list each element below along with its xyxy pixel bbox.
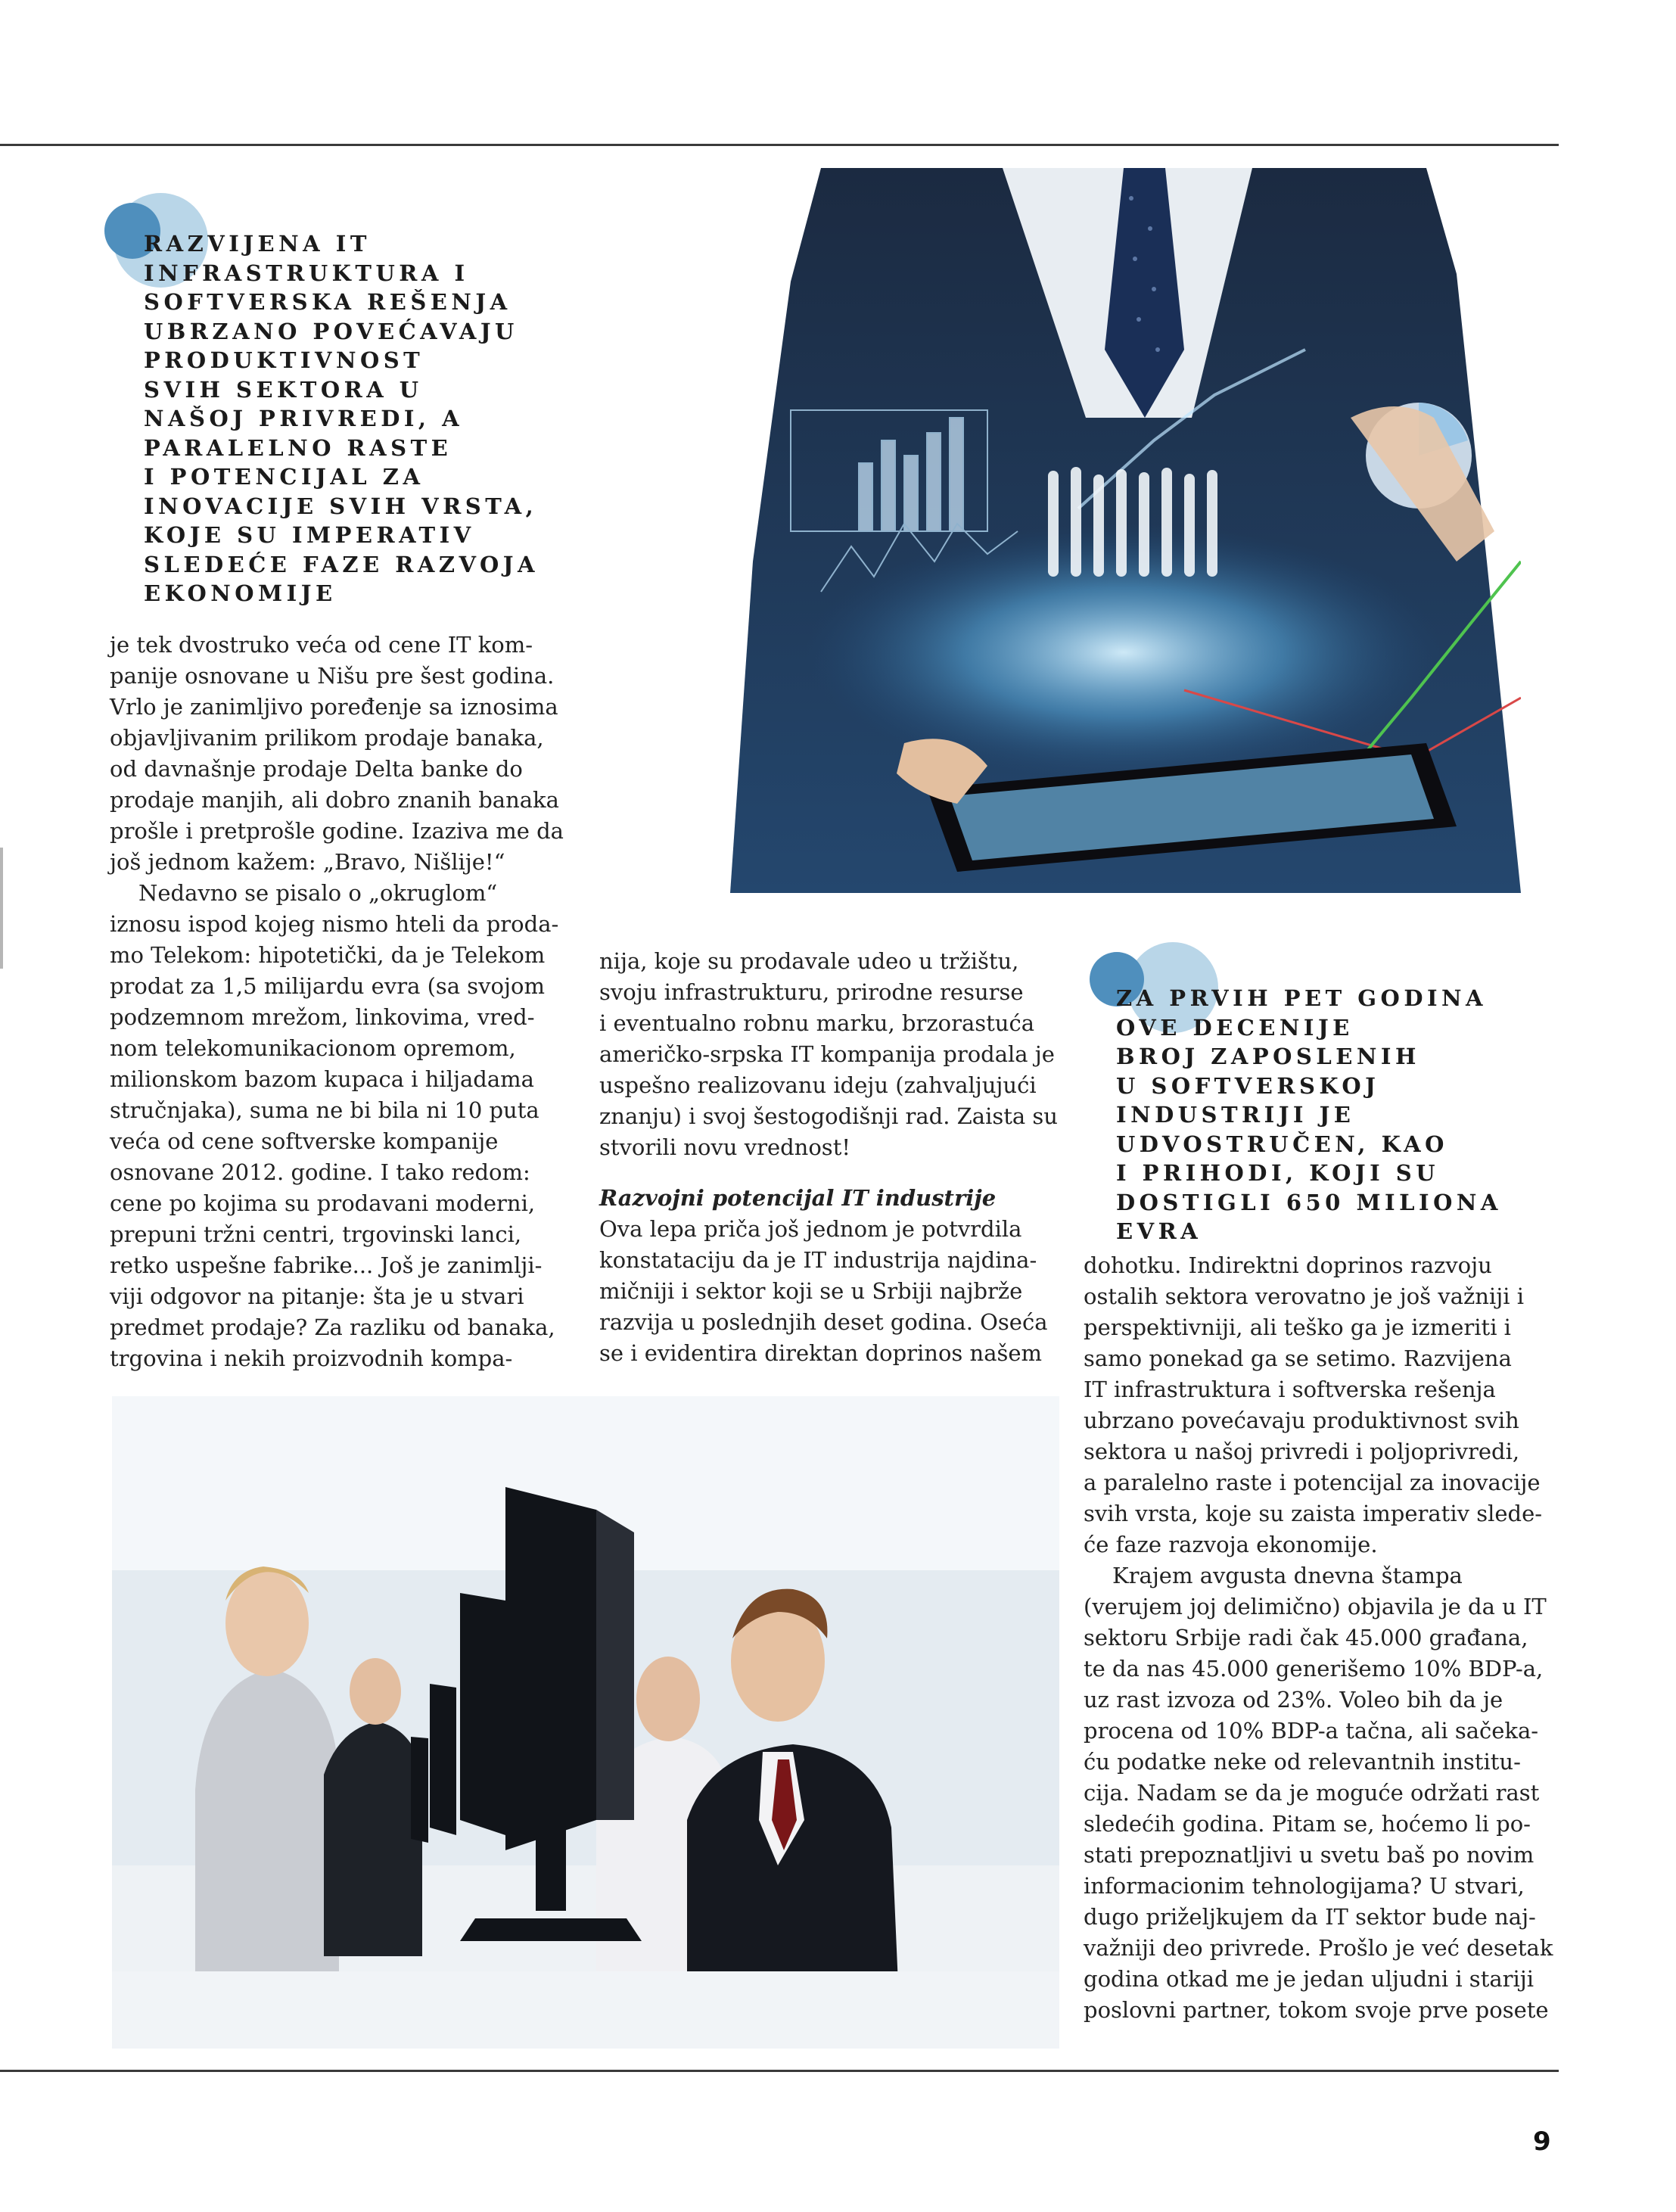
text-line: od davnašnje prodaje Delta banke do (110, 756, 523, 782)
pullquote-line: PRODUKTIVNOST (144, 347, 424, 373)
text-line: prošle i pretprošle godine. Izaziva me da (110, 818, 564, 844)
section-subheading: Razvojni potencijal IT industrije (599, 1185, 997, 1211)
text-line: milionskom bazom kupaca i hiljadama (110, 1066, 534, 1092)
text-line: iznosu ispod kojeg nismo hteli da proda- (110, 911, 559, 937)
pullquote-line: I PRIHODI, KOJI SU (1116, 1160, 1440, 1186)
pullquote-line: UBRZANO POVEĆAVAJU (144, 318, 518, 344)
pullquote-line: UDVOSTRUČEN, KAO (1116, 1131, 1448, 1157)
text-line: procena od 10% BDP-a tačna, ali sačeka- (1084, 1718, 1539, 1744)
text-line: objavljivanim prilikom prodaje banaka, (110, 725, 544, 751)
pullquote-line: I POTENCIJAL ZA (144, 464, 424, 490)
text-line: (verujem joj delimično) objavila je da u IT (1084, 1594, 1547, 1619)
text-line: svih vrsta, koje su zaista imperativ slede- (1084, 1501, 1543, 1526)
text-line: a paralelno raste i potencijal za inovacije (1084, 1470, 1541, 1495)
text-line: znanju) i svoj šestogodišnji rad. Zaista su (599, 1103, 1058, 1129)
text-line: važniji deo privrede. Prošlo je već desetak (1084, 1935, 1553, 1961)
article-column-3 (1084, 1250, 1553, 2026)
text-line: Krajem avgusta dnevna štampa (1112, 1563, 1463, 1588)
text-line: prodat za 1,5 milijardu evra (sa svojom (110, 973, 545, 999)
text-line: sektora u našoj privredi i poljoprivredi, (1084, 1439, 1520, 1464)
text-line: Ova lepa priča još jednom je potvrdila (599, 1216, 1022, 1242)
article-column-1 (110, 630, 564, 1374)
text-line: stati prepoznatljivi u svetu baš po novim (1084, 1842, 1535, 1868)
text-line: perspektivniji, ali teško ga je izmeriti i (1084, 1314, 1511, 1340)
text-line: ću podatke neke od relevantnih institu- (1084, 1749, 1521, 1775)
pullquote-line: INDUSTRIJI JE (1116, 1102, 1355, 1128)
bottom-rule (0, 2070, 1559, 2072)
text-line: IT infrastruktura i softverska rešenja (1084, 1377, 1496, 1402)
text-line: dugo priželjkujem da IT sektor bude naj- (1084, 1904, 1536, 1930)
text-line: se i evidentira direktan doprinos našem (599, 1340, 1043, 1366)
text-line: ubrzano povećavaju produktivnost svih (1084, 1408, 1519, 1433)
text-line: sektoru Srbije radi čak 45.000 građana, (1084, 1625, 1528, 1650)
text-line: podzemnom mrežom, linkovima, vred- (110, 1004, 535, 1030)
paragraph-gap (599, 1163, 1058, 1183)
pullquote-2 (1116, 984, 1502, 1246)
pullquote-1 (144, 229, 539, 608)
text-line: prodaje manjih, ali dobro znanih banaka (110, 787, 559, 813)
pullquote-line: U SOFTVERSKOJ (1116, 1072, 1380, 1099)
text-line: osnovane 2012. godine. I tako redom: (110, 1159, 530, 1185)
text-line: poslovni partner, tokom svoje prve posete (1084, 1997, 1549, 2023)
page-edge-mark (0, 848, 3, 969)
text-line: mičniji i sektor koji se u Srbiji najbrže (599, 1278, 1023, 1304)
text-line: nija, koje su prodavale udeo u tržištu, (599, 948, 1019, 974)
pullquote-line: KOJE SU IMPERATIV (144, 522, 475, 548)
text-line: cija. Nadam se da je moguće održati rast (1084, 1780, 1540, 1806)
text-line: konstataciju da je IT industrija najdina- (599, 1247, 1037, 1273)
pullquote-line: EVRA (1116, 1218, 1202, 1244)
text-line: retko uspešne fabrike... Još je zanimlji- (110, 1252, 543, 1278)
pullquote-line: EKONOMIJE (144, 580, 337, 606)
pullquote-line: SVIH SEKTORA U (144, 376, 423, 403)
text-line: i eventualno robnu marku, brzorastuća (599, 1010, 1034, 1036)
text-line: godina otkad me je jedan uljudni i stariji (1084, 1966, 1535, 1992)
text-line: svoju infrastrukturu, prirodne resurse (599, 979, 1024, 1005)
text-line: još jednom kažem: „Bravo, Nišlije!“ (110, 849, 505, 875)
text-line: američko-srpska IT kompanija prodala je (599, 1041, 1055, 1067)
text-line: viji odgovor na pitanje: šta je u stvari (110, 1283, 524, 1309)
text-line: razvija u poslednjih deset godina. Oseća (599, 1309, 1048, 1335)
text-line: ostalih sektora verovatno je još važniji i (1084, 1283, 1524, 1309)
text-line: prepuni tržni centri, trgovinski lanci, (110, 1221, 522, 1247)
pullquote-line: INOVACIJE SVIH VRSTA, (144, 493, 538, 519)
photo-businessman-analytics (730, 168, 1521, 893)
text-line: te da nas 45.000 generišemo 10% BDP-a, (1084, 1656, 1544, 1682)
pullquote-line: BROJ ZAPOSLENIH (1116, 1044, 1420, 1069)
article-column-2 (599, 946, 1058, 1369)
page-number: 9 (1533, 2126, 1551, 2157)
top-rule (0, 144, 1559, 146)
text-line: informacionim tehnologijama? U stvari, (1084, 1873, 1525, 1899)
text-line: dohotku. Indirektni doprinos razvoju (1084, 1252, 1492, 1278)
pullquote-line: SOFTVERSKA REŠENJA (144, 289, 512, 315)
photo-office-workers (112, 1396, 1059, 2049)
text-line: stvorili novu vrednost! (599, 1134, 850, 1160)
text-line: predmet prodaje? Za razliku od banaka, (110, 1314, 555, 1340)
text-line: će faze razvoja ekonomije. (1084, 1532, 1378, 1557)
pullquote-line: PARALELNO RASTE (144, 434, 452, 461)
pullquote-line: NAŠOJ PRIVREDI, A (144, 406, 464, 431)
text-line: trgovina i nekih proizvodnih kompa- (110, 1346, 513, 1371)
text-line: cene po kojima su prodavani moderni, (110, 1190, 536, 1216)
pullquote-line: OVE DECENIJE (1116, 1014, 1354, 1041)
pullquote-line: INFRASTRUKTURA I (144, 260, 469, 286)
pullquote-line: RAZVIJENA IT (144, 231, 371, 257)
text-line: samo ponekad ga se setimo. Razvijena (1084, 1346, 1512, 1371)
text-line: uspešno realizovanu ideju (zahvaljujući (599, 1072, 1037, 1098)
text-line: mo Telekom: hipotetički, da je Telekom (110, 942, 546, 968)
pullquote-line: ZA PRVIH PET GODINA (1116, 985, 1488, 1011)
text-line: je tek dvostruko veća od cene IT kom- (110, 632, 533, 658)
pullquote-line: DOSTIGLI 650 MILIONA (1116, 1189, 1502, 1215)
text-line: stručnjaka), suma ne bi bila ni 10 puta (110, 1097, 539, 1123)
text-line: Nedavno se pisalo o „okruglom“ (138, 880, 498, 906)
text-line: uz rast izvoza od 23%. Voleo bih da je (1084, 1687, 1503, 1713)
pullquote-line: SLEDEĆE FAZE RAZVOJA (144, 551, 539, 577)
text-line: nom telekomunikacionom opremom, (110, 1035, 516, 1061)
text-line: sledećih godina. Pitam se, hoćemo li po- (1084, 1811, 1531, 1837)
text-line: Vrlo je zanimljivo poređenje sa iznosima (110, 694, 558, 720)
text-line: veća od cene softverske kompanije (110, 1128, 499, 1154)
text-line: panije osnovane u Nišu pre šest godina. (110, 663, 555, 689)
